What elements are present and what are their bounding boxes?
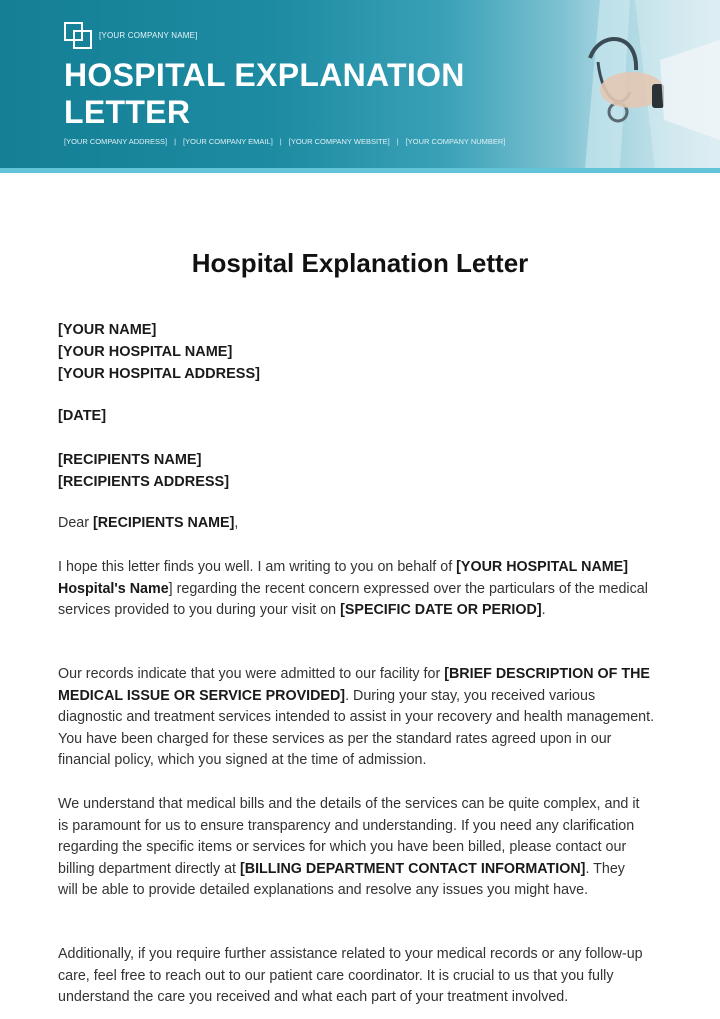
company-address: [YOUR COMPANY ADDRESS] <box>64 137 168 146</box>
paragraph-2-text: . During your stay, you received various diagnostic and treatment services intended to assist in your recovery and health management. You have been charged for these services as per the standard rates agreed upon in our financial policy, which you signed at the time of admission. <box>58 687 655 769</box>
sender-hospital-address: [YOUR HOSPITAL ADDRESS] <box>58 366 260 382</box>
paragraph-3 <box>58 794 648 902</box>
letterhead-banner <box>0 0 720 168</box>
header-title-line-2: LETTER <box>64 94 191 130</box>
paragraph-1-text: . <box>541 602 546 619</box>
company-email: [YOUR COMPANY EMAIL] <box>183 137 273 146</box>
paragraph-3-text: We understand that medical bills and the details of the services can be quite complex, and it is paramount for us to ensure transparency and understanding. If you need any clarification regarding the specific items or services for which you have been billed, please contact our billing department directly at <box>58 796 640 877</box>
recipient-name: [RECIPIENTS NAME] <box>58 452 202 468</box>
company-contact-row <box>64 137 505 146</box>
paragraph-2-medical-issue: [BRIEF DESCRIPTION OF THE MEDICAL ISSUE OR SERVICE PROVIDED] <box>58 666 650 704</box>
paragraph-2-text: Our records indicate that you were admitted to our facility for <box>58 666 445 682</box>
salutation <box>58 513 658 535</box>
salutation-name: [RECIPIENTS NAME] <box>92 515 235 531</box>
sender-block <box>58 319 658 385</box>
recipient-block <box>58 449 658 493</box>
paragraph-1-visit-date: [SPECIFIC DATE OR PERIOD] <box>340 602 542 619</box>
company-name: [YOUR COMPANY NAME] <box>99 31 198 40</box>
paragraph-3-billing-contact: [BILLING DEPARTMENT CONTACT INFORMATION] <box>239 860 586 877</box>
company-number: [YOUR COMPANY NUMBER] <box>405 137 506 146</box>
sender-name: [YOUR NAME] <box>58 322 157 338</box>
sender-hospital-name: [YOUR HOSPITAL NAME] <box>58 344 233 360</box>
paragraph-4 <box>58 944 648 1009</box>
paragraph-3-text: . They will be able to provide detailed explanations and resolve any issues you might have. <box>58 860 625 899</box>
separator: | <box>279 137 282 146</box>
header-title <box>64 57 524 131</box>
paragraph-1-text: ] regarding the recent concern expressed over the particulars of the medical services provided to you during your visit on <box>58 580 648 619</box>
separator: | <box>174 137 177 146</box>
salutation-prefix: Dear <box>58 515 93 531</box>
company-website: [YOUR COMPANY WEBSITE] <box>288 137 390 146</box>
paragraph-2 <box>58 664 658 772</box>
separator: | <box>396 137 399 146</box>
header-title-line-1: HOSPITAL EXPLANATION <box>64 57 465 93</box>
letter-date: [DATE] <box>58 408 107 424</box>
recipient-address: [RECIPIENTS ADDRESS] <box>58 474 230 490</box>
salutation-suffix: , <box>234 515 239 531</box>
paragraph-1-text: I hope this letter finds you well. I am writing to you on behalf of <box>58 559 457 575</box>
doctor-stethoscope-image <box>560 0 720 168</box>
date-block <box>58 405 658 427</box>
paragraph-1 <box>58 557 648 622</box>
paragraph-4-text: Additionally, if you require further assistance related to your medical records or any follow-up care, feel free to reach out to our patient care coordinator. It is crucial to us that you fully understand the care you received and what each part of your treatment involved. <box>58 946 643 1006</box>
document-title: Hospital Explanation Letter <box>191 248 529 278</box>
paragraph-1-hospital-name: [YOUR HOSPITAL NAME] Hospital's Name <box>58 559 628 597</box>
header-accent-stripe <box>0 168 720 173</box>
company-logo-icon <box>64 22 94 50</box>
